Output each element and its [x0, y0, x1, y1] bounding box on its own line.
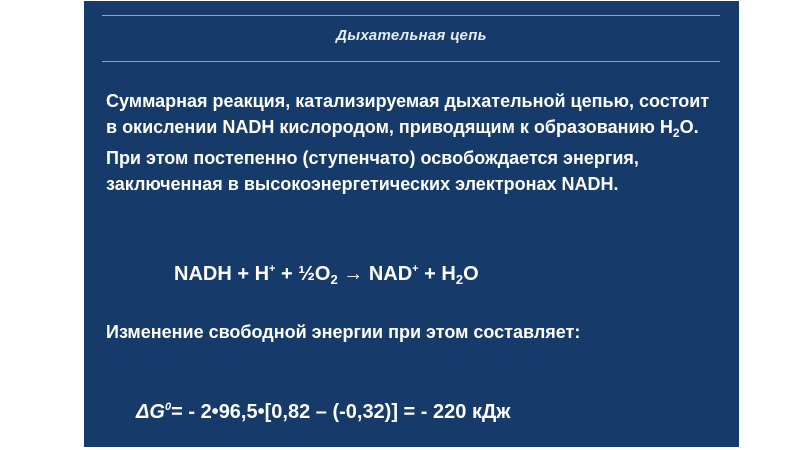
equation-sub-2: 2 — [455, 272, 464, 287]
paragraph-text-part2: O. При этом постепенно (ступенчато) освобождается энергия, заключенная в высокоэнергетических электронах NADH. — [106, 116, 699, 194]
equation-term-1: NADH + H — [174, 263, 270, 285]
slide-title: Дыхательная цепь — [336, 27, 487, 44]
equation-sup-2: + — [412, 263, 419, 275]
reaction-equation — [174, 263, 479, 287]
title-divider — [102, 61, 720, 62]
equation-sub-1: 2 — [330, 272, 338, 287]
energy-change-text: Изменение свободной энергии при этом составляет: — [106, 322, 581, 342]
paragraph-text-part1: Суммарная реакция, катализируемая дыхательной цепью, состоит в окислении NADH кислородом, приводящим к образованию H — [106, 91, 710, 137]
equation-term-5: O — [463, 263, 479, 285]
delta-g-superscript: 0 — [164, 401, 172, 413]
delta-g-expression: = - 2•96,5•[0,82 – (-0,32)] = - 220 кДж — [171, 401, 511, 423]
equation-term-4: + H — [418, 263, 456, 285]
equation-term-3: → NAD — [337, 263, 413, 285]
equation-term-2: + ½O — [275, 263, 331, 285]
top-divider — [102, 15, 720, 16]
slide — [84, 1, 739, 447]
equation-sup-1: + — [269, 263, 276, 275]
paragraph-subscript: 2 — [672, 125, 680, 140]
delta-g-symbol: ΔG — [136, 401, 165, 423]
delta-g-equation — [136, 401, 510, 424]
summary-paragraph — [106, 89, 718, 197]
